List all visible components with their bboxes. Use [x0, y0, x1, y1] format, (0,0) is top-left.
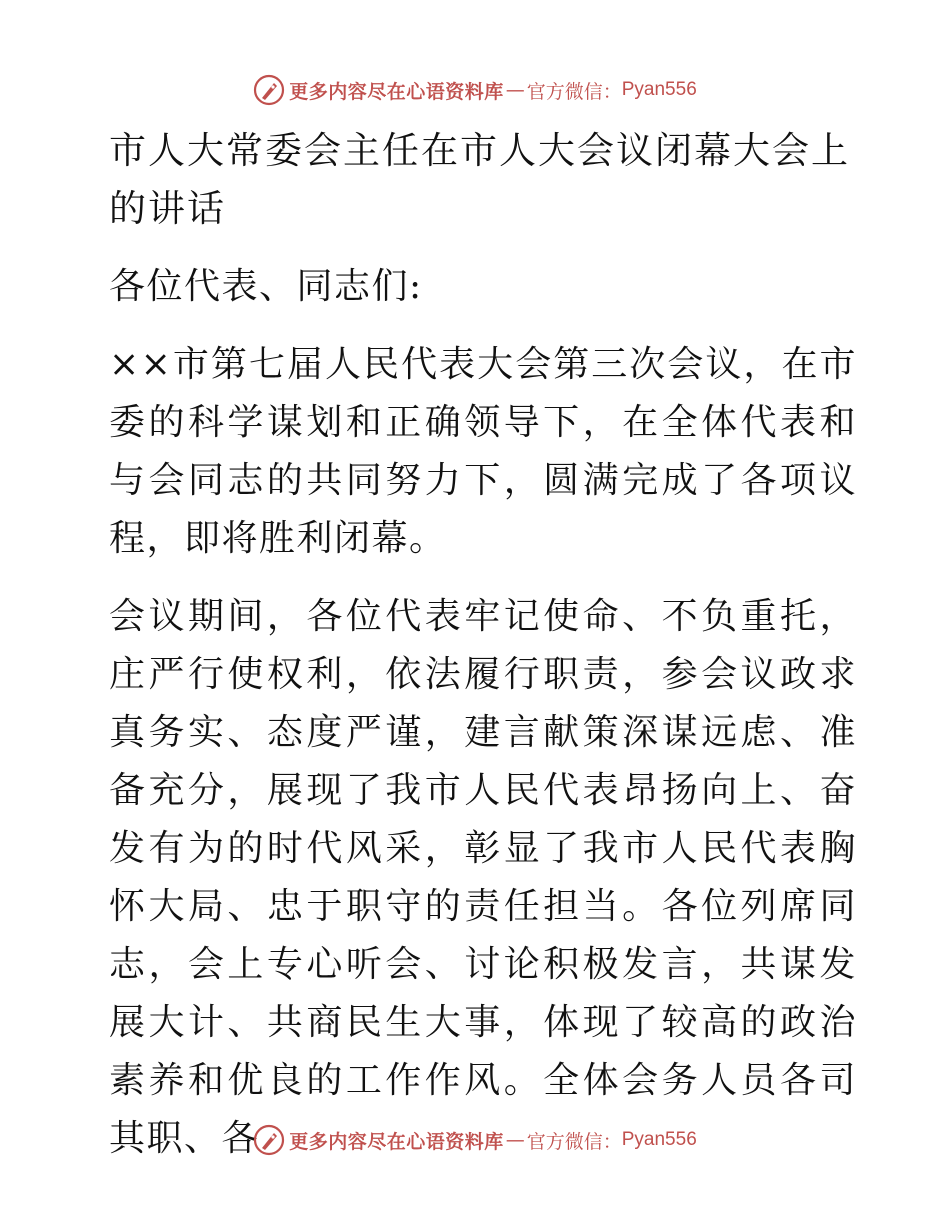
banner-dash: —	[505, 1129, 525, 1151]
banner-sub-text: 官方微信：	[526, 1130, 622, 1153]
document-title: 市人大常委会主任在市人大会议闭幕大会上的讲话	[109, 129, 850, 230]
banner-main-text: 更多内容尽在心语资料库	[289, 80, 504, 103]
banner-main-text: 更多内容尽在心语资料库	[289, 1130, 504, 1153]
header-banner	[0, 70, 950, 110]
footer-banner	[0, 1120, 950, 1160]
greeting: 各位代表、同志们:	[109, 266, 423, 307]
banner-dash: —	[505, 79, 525, 101]
document-body	[97, 122, 857, 1168]
paragraph-1: ××市第七届人民代表大会第三次会议，在市委的科学谋划和正确领导下，在全体代表和与会同志的共同努力下，圆满完成了各项议程，即将胜利闭幕。	[109, 344, 857, 559]
banner-wechat-id: Pyan556	[621, 79, 697, 100]
banner-sub-text: 官方微信：	[526, 80, 622, 103]
banner-wechat-id: Pyan556	[621, 1129, 697, 1150]
pen-nib-logo-icon	[253, 74, 285, 106]
pen-nib-logo-icon	[253, 1124, 285, 1156]
paragraph-2: 会议期间，各位代表牢记使命、不负重托，庄严行使权利，依法履行职责，参会议政求真务实、态度严谨，建言献策深谋远虑、准备充分，展现了我市人民代表昂扬向上、奋发有为的时代风采，彰显了我市人民代表胸怀大局、忠于职守的责任担当。各位列席同志，会上专心听会、讨论积极发言，共谋发展大计、共商民生大事，体现了较高的政治素养和优良的工作作风。全体会务人员各司其职、各	[109, 596, 857, 1159]
